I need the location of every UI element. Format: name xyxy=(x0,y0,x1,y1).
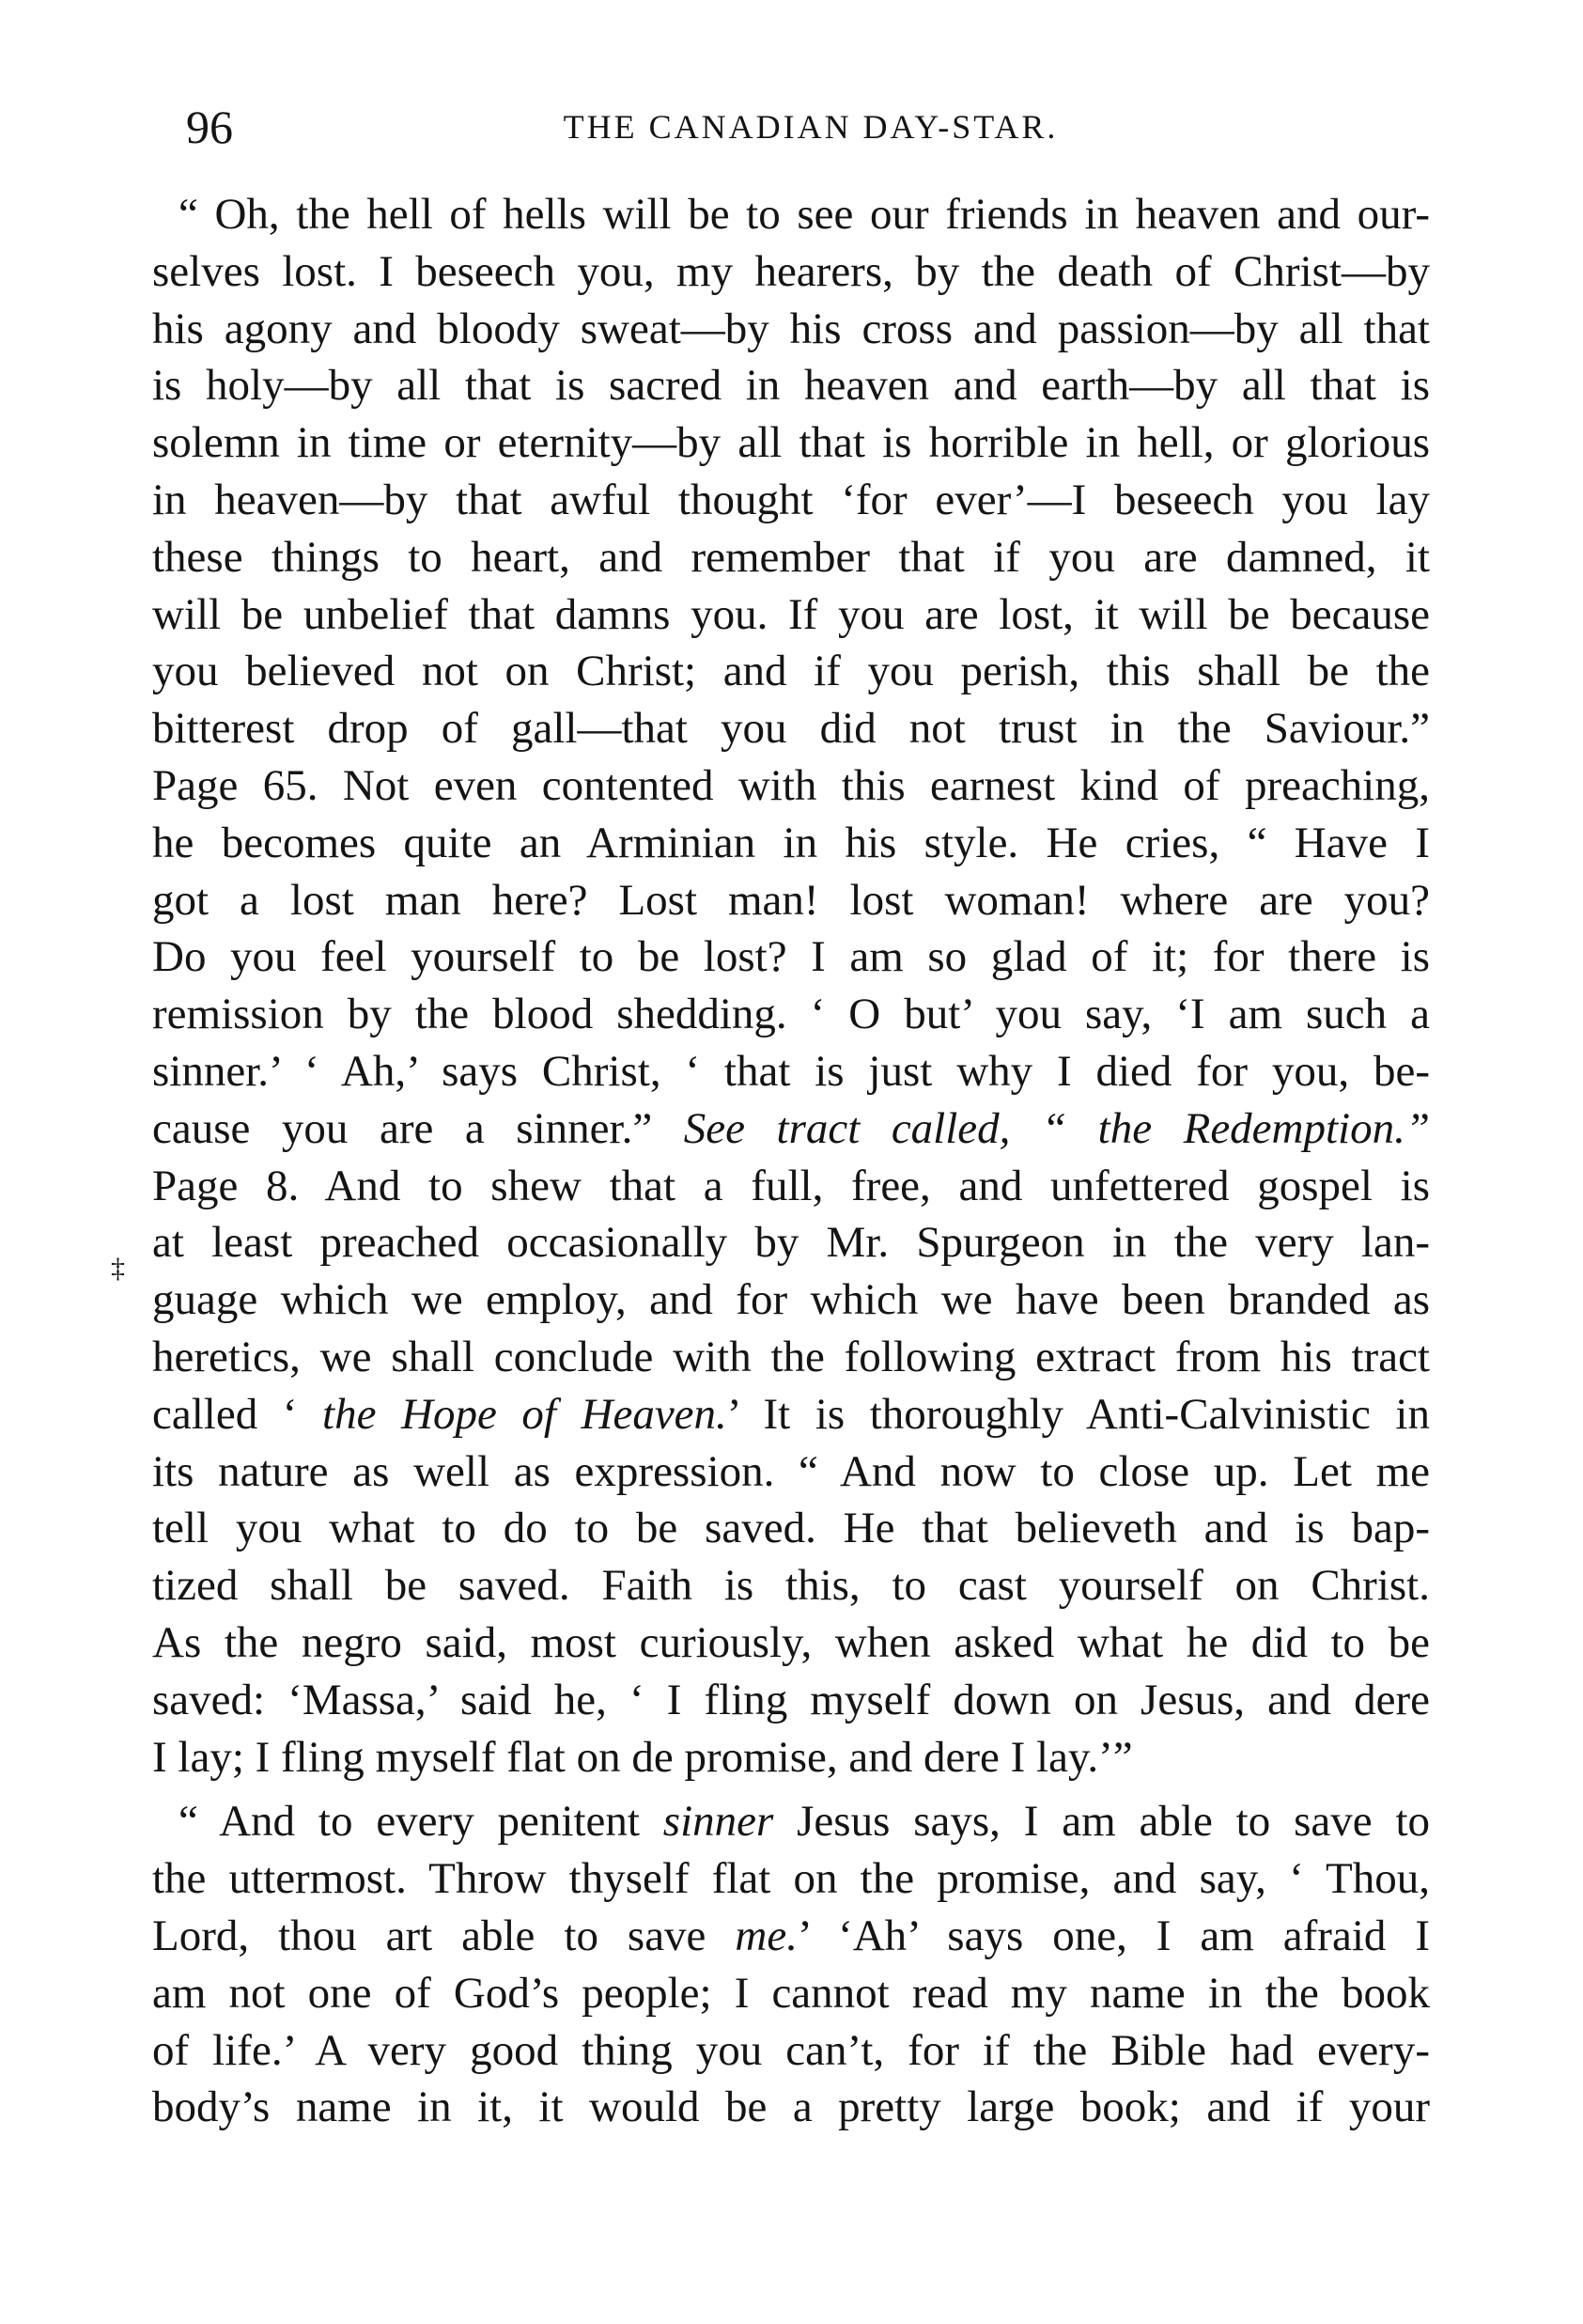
page-number: 96 xyxy=(186,101,233,153)
text-line: body’s name in it, it would be a pretty large book; and if your xyxy=(152,2082,1430,2132)
text-run: cause you are a sinner.” xyxy=(152,1103,684,1153)
text-line: these things to heart, and remember that if you are damned, it xyxy=(152,532,1430,582)
running-title: THE CANADIAN DAY-STAR. xyxy=(563,108,1059,146)
text-line: of life.’ A very good thing you can’t, for if the Bible had every- xyxy=(152,2025,1430,2075)
text-line xyxy=(152,1793,1430,1850)
text-line: remission by the blood shedding. ‘ O but’ you say, ‘I am such a xyxy=(152,990,1430,1039)
text-line: the uttermost. Throw thyself flat on the promise, and say, ‘ Thou, xyxy=(152,1854,1430,1904)
text-line: tized shall be saved. Faith is this, to cast yourself on Christ. xyxy=(152,1561,1430,1611)
text-line: got a lost man here? Lost man! lost woman! where are you? xyxy=(152,875,1430,925)
text-line: Do you feel yourself to be lost? I am so glad of it; for there is xyxy=(152,932,1430,982)
italic-word: sinner xyxy=(662,1797,774,1847)
text-run: Lord, thou art able to save xyxy=(152,1911,736,1960)
text-line: Page 8. And to shew that a full, free, and unfettered gospel is xyxy=(152,1161,1430,1210)
text-line: you believed not on Christ; and if you perish, this shall be the xyxy=(152,647,1430,696)
text-line: its nature as well as expression. “ And now to close up. Let me xyxy=(152,1446,1430,1496)
text-line: As the negro said, most curiously, when asked what he did to be xyxy=(152,1617,1430,1667)
text-line: is holy—by all that is sacred in heaven and earth—by all that is xyxy=(152,361,1430,411)
paragraph-2 xyxy=(152,1793,1430,2136)
text-line xyxy=(152,1386,1430,1443)
text-line: Page 65. Not even contented with this earnest kind of preaching, xyxy=(152,760,1430,810)
text-line: guage which we employ, and for which we have been branded as xyxy=(152,1275,1430,1325)
text-line: am not one of God’s people; I cannot read my name in the book xyxy=(152,1968,1430,2018)
margin-mark: ‡ xyxy=(111,1253,125,1284)
italic-tract-title: the Hope of Heaven. xyxy=(322,1389,727,1439)
text-line xyxy=(152,1908,1430,1965)
text-line: his agony and bloody sweat—by his cross and passion—by all that xyxy=(152,304,1430,353)
body-text xyxy=(152,186,1430,2136)
italic-word: me. xyxy=(735,1911,798,1960)
text-run: ’ It is thoroughly Anti-Calvinistic in xyxy=(726,1389,1430,1439)
text-line: he becomes quite an Arminian in his style. He cries, “ Have I xyxy=(152,818,1430,867)
text-run: “ And to every penitent xyxy=(178,1797,663,1847)
text-line: bitterest drop of gall—that you did not trust in the Saviour.” xyxy=(152,704,1430,754)
paragraph-1 xyxy=(152,186,1430,1786)
text-run: Jesus says, I am able to save to xyxy=(773,1797,1430,1847)
text-run: called ‘ xyxy=(152,1389,323,1439)
italic-tract-title: See tract called, “ the Redemption.” xyxy=(683,1103,1430,1153)
text-line: at least preached occasionally by Mr. Spurgeon in the very lan- xyxy=(152,1218,1430,1268)
text-line: saved: ‘Massa,’ said he, ‘ I fling myself down on Jesus, and dere xyxy=(152,1675,1430,1724)
text-line: tell you what to do to be saved. He that believeth and is bap- xyxy=(152,1504,1430,1553)
page-header xyxy=(186,94,1436,160)
text-line: in heaven—by that awful thought ‘for ever’—I beseech you lay xyxy=(152,475,1430,524)
text-line: heretics, we shall conclude with the following extract from his tract xyxy=(152,1332,1430,1381)
text-run: ’ ‘Ah’ says one, I am afraid I xyxy=(797,1911,1430,1960)
text-line: I lay; I fling myself flat on de promise, and dere I lay.’” xyxy=(152,1732,1133,1782)
text-line: “ Oh, the hell of hells will be to see our friends in heaven and our- xyxy=(178,190,1430,239)
text-line: solemn in time or eternity—by all that is horrible in hell, or glorious xyxy=(152,418,1430,468)
text-line: will be unbelief that damns you. If you are lost, it will be because xyxy=(152,589,1430,639)
text-line: selves lost. I beseech you, my hearers, by the death of Christ—by xyxy=(152,246,1430,296)
text-line: sinner.’ ‘ Ah,’ says Christ, ‘ that is just why I died for you, be- xyxy=(152,1046,1430,1096)
text-line xyxy=(152,1100,1430,1158)
